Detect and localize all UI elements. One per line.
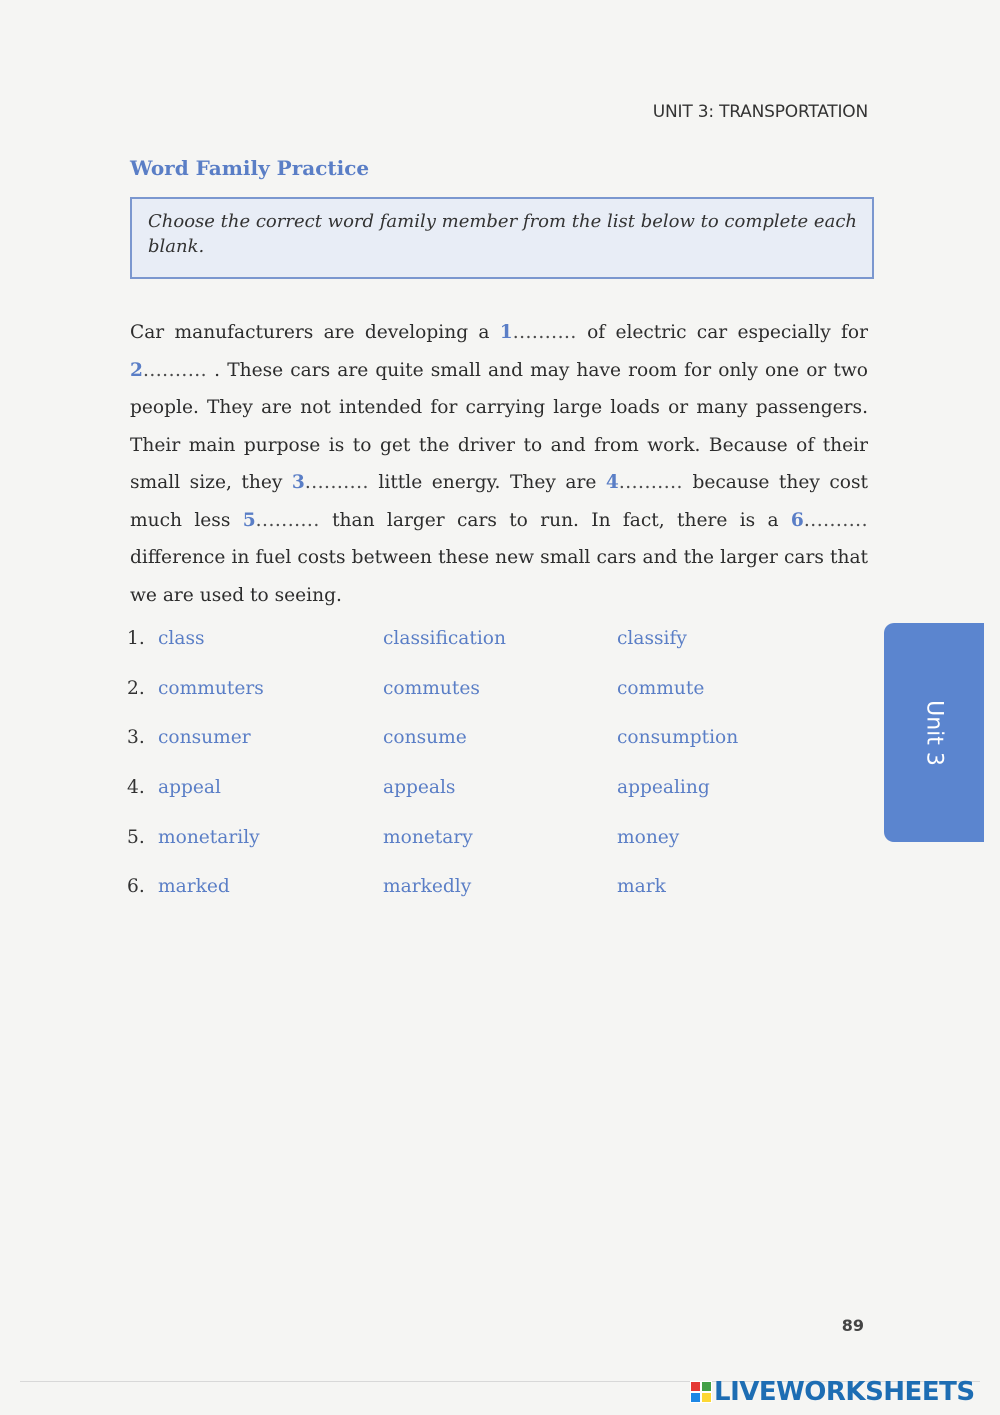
passage-text: difference in fuel costs between these new small cars and the larger cars that we are used to seeing. (130, 547, 868, 606)
logo-square (701, 1392, 712, 1403)
option-number: 2. (127, 677, 145, 699)
blank-dots[interactable]: .......... (803, 509, 868, 531)
option-choice[interactable]: monetary (383, 826, 473, 848)
option-choice[interactable]: appeal (158, 777, 221, 799)
option-number: 5. (127, 826, 145, 848)
option-choice[interactable]: commuters (158, 677, 264, 699)
option-row-2 (127, 678, 887, 728)
option-row-3 (127, 727, 887, 777)
liveworksheets-logo-icon (690, 1381, 712, 1403)
blank-4[interactable] (606, 472, 683, 493)
blank-number: 6 (790, 509, 804, 531)
unit-tab-label: Unit 3 (921, 699, 947, 766)
option-number: 6. (127, 876, 145, 898)
option-choice[interactable]: money (617, 826, 680, 848)
option-choice[interactable]: commutes (383, 677, 480, 699)
option-choice[interactable]: markedly (383, 876, 472, 898)
page-number: 89 (841, 1316, 864, 1335)
option-choice[interactable]: mark (617, 876, 666, 898)
blank-dots[interactable]: .......... (255, 509, 320, 531)
blank-number: 2 (130, 359, 143, 381)
option-number: 4. (127, 777, 145, 799)
option-choice[interactable]: consumer (158, 727, 251, 749)
option-choice[interactable]: classify (617, 628, 687, 649)
running-head: UNIT 3: TRANSPORTATION (652, 102, 868, 122)
passage-text: little energy. They are (368, 472, 606, 493)
brand-name: LIVEWORKSHEETS (714, 1377, 975, 1407)
logo-square (701, 1381, 712, 1392)
blank-number: 1 (499, 322, 513, 343)
option-number: 3. (127, 727, 145, 749)
blank-dots[interactable]: .......... (618, 472, 683, 493)
passage (130, 314, 868, 614)
option-choice[interactable]: consume (383, 727, 467, 749)
blank-3[interactable] (292, 472, 369, 493)
option-number: 1. (127, 628, 145, 649)
unit-side-tab (884, 623, 984, 842)
option-row-4 (127, 777, 887, 827)
blank-1[interactable] (500, 322, 577, 343)
passage-text: Car manufacturers are developing a (130, 322, 500, 343)
option-choice[interactable]: appeals (383, 777, 456, 799)
option-choice[interactable]: marked (158, 876, 230, 898)
blank-number: 5 (242, 509, 256, 531)
passage-text: than larger cars to run. In fact, there is a (319, 509, 791, 531)
option-choice[interactable]: commute (617, 677, 705, 699)
blank-2[interactable] (130, 360, 207, 381)
blank-dots[interactable]: .......... (142, 359, 208, 381)
passage-text: . These cars are quite small and may have room for only one or two people. They are not intended for carrying large loads or many passengers. Their main purpose is to get the driver to and from work. Because of their small size, they (130, 359, 868, 493)
option-row-5 (127, 827, 887, 877)
logo-square (690, 1381, 701, 1392)
section-title: Word Family Practice (130, 156, 370, 180)
blank-number: 4 (605, 472, 619, 493)
instruction-text: Choose the correct word family member from the list below to complete each blank. (148, 211, 857, 257)
blank-number: 3 (291, 472, 305, 493)
instruction-box (130, 197, 874, 279)
option-choice[interactable]: consumption (617, 727, 739, 749)
option-row-1 (127, 628, 887, 678)
blank-dots[interactable]: .......... (512, 322, 577, 343)
blank-6[interactable] (791, 510, 868, 531)
blank-5[interactable] (243, 510, 320, 531)
option-choice[interactable]: monetarily (158, 826, 260, 848)
option-choice[interactable]: class (158, 628, 205, 649)
passage-text: of electric car especially for (576, 322, 868, 343)
word-options-list (127, 628, 887, 926)
option-choice[interactable]: appealing (617, 777, 710, 799)
option-row-6 (127, 876, 887, 926)
passage-text: because they cost much less (130, 472, 868, 531)
liveworksheets-brand[interactable] (690, 1376, 975, 1408)
blank-dots[interactable]: .......... (304, 472, 369, 493)
option-choice[interactable]: classification (383, 628, 506, 649)
logo-square (690, 1392, 701, 1403)
